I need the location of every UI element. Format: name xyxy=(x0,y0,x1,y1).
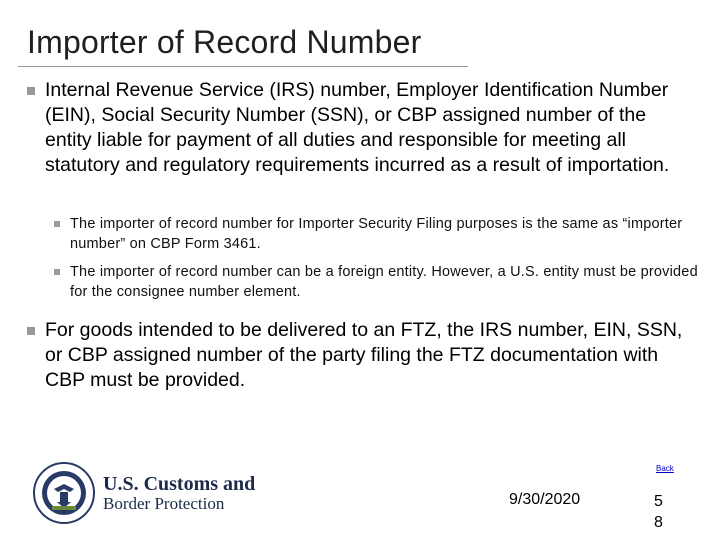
slide-title: Importer of Record Number xyxy=(27,24,422,60)
sub-bullet-marker xyxy=(54,221,60,227)
sub-bullet-isf xyxy=(54,214,700,254)
title-underline xyxy=(18,66,468,67)
sub-bullet-foreign-entity xyxy=(54,262,700,302)
sub-bullet-text: The importer of record number can be a foreign entity. However, a U.S. entity must be provided for the consignee number element. xyxy=(70,264,698,300)
bullet-text: Internal Revenue Service (IRS) number, Employer Identification Number (EIN), Social Security Number (SSN), or CBP assigned number of the entity liable for payment of all duties and responsible for meeting all statutory and regulatory requirements incurred as a result of importation. xyxy=(45,79,670,176)
bullet-marker xyxy=(27,87,35,95)
bullet-text: For goods intended to be delivered to an FTZ, the IRS number, EIN, SSN, or CBP assigned number of the party filing the FTZ documentation with CBP must be provided. xyxy=(45,319,683,391)
footer-date: 9/30/2020 xyxy=(509,491,581,508)
brand-line-1: U.S. Customs and xyxy=(103,473,256,495)
cbp-wordmark xyxy=(103,474,255,513)
sub-bullet-marker xyxy=(54,269,60,275)
bullet-marker xyxy=(27,327,35,335)
page-number: 58 xyxy=(654,493,663,531)
brand-line-2: Border Protection xyxy=(103,494,225,513)
bullet-importer-number xyxy=(27,78,695,178)
bullet-ftz xyxy=(27,318,695,393)
back-link[interactable]: Back xyxy=(656,464,674,473)
sub-bullet-text: The importer of record number for Importer Security Filing purposes is the same as “importer number” on CBP Form 3461. xyxy=(70,216,683,252)
dhs-seal-icon xyxy=(33,462,95,524)
